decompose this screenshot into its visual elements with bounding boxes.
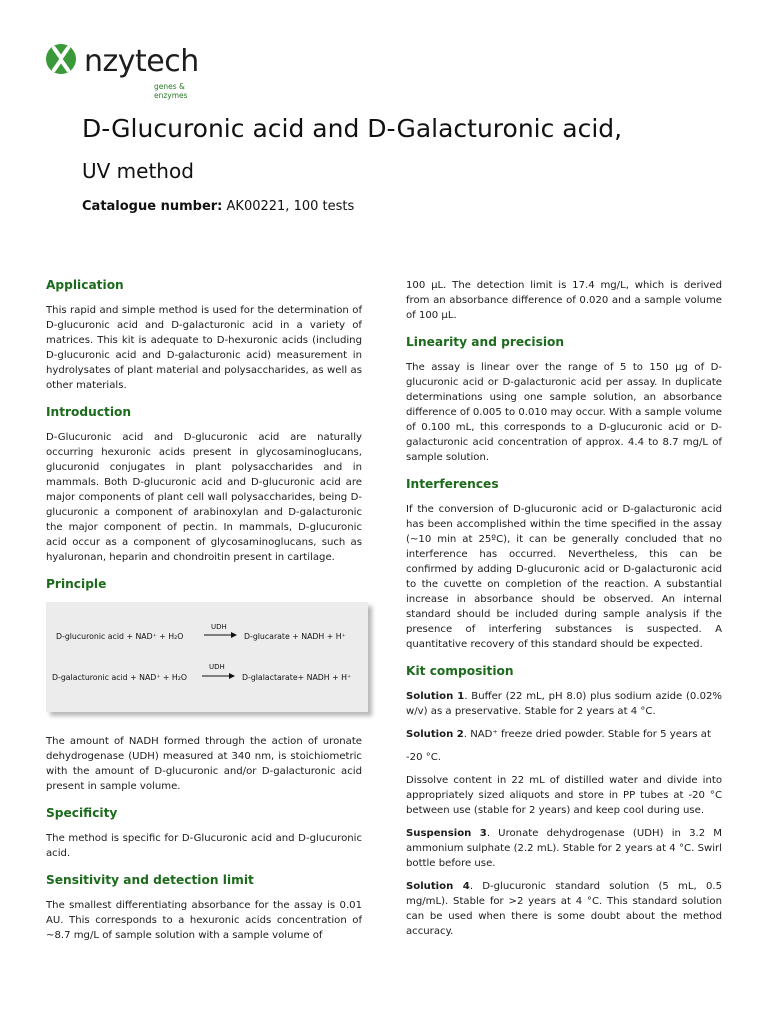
reaction-2-arrow-icon [202, 672, 236, 680]
kit-heading: Kit composition [406, 664, 514, 678]
kit-solution-1 [406, 689, 722, 719]
left-column [46, 278, 362, 951]
interferences-text: If the conversion of D-glucuronic acid or D-galacturonic acid has been accomplished within the time specified in the assay (~10 min at 25ºC), it can be generally concluded that no interference has occurred. Nevertheless, this can be confirmed by adding D-glucuronic acid or D-galacturonic acid to the cuvette on completion of the reaction. A substantial increase in absorbance should be observed. An internal standard should be included during sample analysis if the presence of interfering substances is suspected. A quantitative recovery of this standard should be expected. [406, 504, 722, 650]
linearity-heading: Linearity and precision [406, 335, 565, 349]
linearity-text: The assay is linear over the range of 5 to 150 µg of D-glucuronic acid or D-galacturonic acid per assay. In duplicate determinations using one sample solution, an absorbance difference of 0.005 to 0.010 may occur. With a sample volume of 0.100 mL, this corresponds to a D-glucuronic acid or D-galacturonic acid concentration of approx. 4.4 to 8.7 mg/L of sample solution. [406, 362, 722, 463]
solution-2-text: . NAD⁺ freeze dried powder. Stable for 5 years at [463, 729, 711, 740]
kit-solution-4 [406, 879, 722, 939]
logo-wordmark: nzytech [84, 44, 199, 79]
solution-2-temperature: -20 °C. [406, 752, 441, 763]
specificity-text: The method is specific for D-Glucuronic acid and D-glucuronic acid. [46, 833, 362, 859]
introduction-text: D-Glucuronic acid and D-glucuronic acid are naturally occurring hexuronic acids present in glycosaminoglucans, glucuronid conjugates in plant polysaccharides and in mammals. Both D-glucuronic acid and D-glucuronic acid are major components of plant cell wall polysaccharides, being D-glucuronic a component of arabinoxylan and D-galacturonic the major component of pectin. In mammals, D-glucuronic acid occur as a component of glycosaminoglucans, such as hyaluronan, heparin and chondroitin present in cartilage. [46, 432, 362, 563]
right-column [406, 278, 722, 947]
sensitivity-text: The smallest differentiating absorbance for the assay is 0.01 AU. This corresponds to a hexuronic acids concentration of ~8.7 mg/L of sample solution with a sample volume of [46, 900, 362, 941]
reaction-1-enzyme: UDH [211, 623, 227, 631]
document-title: D-Glucuronic acid and D-Galacturonic acid, [82, 114, 623, 143]
introduction-heading: Introduction [46, 405, 132, 419]
solution-2-note: Dissolve content in 22 mL of distilled water and divide into appropriately sized aliquots and store in PP tubes at -20 °C between use (stable for 2 years) and keep cool during use. [406, 775, 722, 816]
solution-1-text: . Buffer (22 mL, pH 8.0) plus sodium azide (0.02% w/v) as a preservative. Stable for 2 years at 4 °C. [406, 691, 723, 717]
solution-2-label: Solution 2 [406, 729, 464, 740]
reaction-2-enzyme: UDH [209, 663, 225, 671]
catalogue-label: Catalogue number: [82, 199, 223, 214]
reaction-scheme [46, 602, 368, 712]
logo-tagline: genes & enzymes [154, 82, 188, 100]
principle-text: The amount of NADH formed through the action of uronate dehydrogenase (UDH) measured at 340 nm, is stoichiometric with the amount of D-glucuronic and/or D-galacturonic acid present in sample volume. [46, 736, 362, 792]
application-heading: Application [46, 278, 124, 292]
reaction-1-substrates: D-glucuronic acid + NAD⁺ + H₂O [56, 632, 184, 641]
logo-mark-icon [44, 42, 80, 80]
reaction-2-substrates: D-galacturonic acid + NAD⁺ + H₂O [52, 673, 188, 682]
principle-heading: Principle [46, 577, 107, 591]
suspension-3-text: . Uronate dehydrogenase (UDH) in 3.2 M ammonium sulphate (2.2 mL). Stable for 2 years at 4 °C. Swirl bottle before use. [406, 828, 722, 869]
reaction-2-products: D-glalactarate+ NADH + H⁺ [242, 673, 352, 682]
sensitivity-text-continued: 100 µL. The detection limit is 17.4 mg/L, which is derived from an absorbance difference of 0.020 and a sample volume of 100 µL. [406, 280, 722, 321]
document-subtitle: UV method [82, 159, 194, 183]
specificity-heading: Specificity [46, 806, 118, 820]
kit-suspension-3 [406, 826, 722, 871]
sensitivity-heading: Sensitivity and detection limit [46, 873, 254, 887]
application-text: This rapid and simple method is used for the determination of D-glucuronic acid and D-galacturonic acid in a variety of matrices. This kit is adequate to D-hexuronic acids (including D-glucuronic acid and D-galacturonic acid) measurement in hydrolysates of plant material and polysaccharides, as well as other materials. [46, 305, 362, 391]
reaction-1-products: D-glucarate + NADH + H⁺ [244, 632, 346, 641]
kit-solution-2 [406, 727, 722, 742]
solution-1-label: Solution 1 [406, 691, 465, 702]
interferences-heading: Interferences [406, 477, 499, 491]
reaction-1-arrow-icon [204, 631, 238, 639]
logo [44, 42, 214, 98]
catalogue-number [82, 199, 354, 214]
solution-4-text: . D-glucuronic standard solution (5 mL, 0.5 mg/mL). Stable for >2 years at 4 °C. This standard solution can be used when there is some doubt about the method accuracy. [406, 881, 722, 937]
solution-4-label: Solution 4 [406, 881, 470, 892]
suspension-3-label: Suspension 3 [406, 828, 487, 839]
catalogue-value: AK00221, 100 tests [226, 199, 355, 214]
